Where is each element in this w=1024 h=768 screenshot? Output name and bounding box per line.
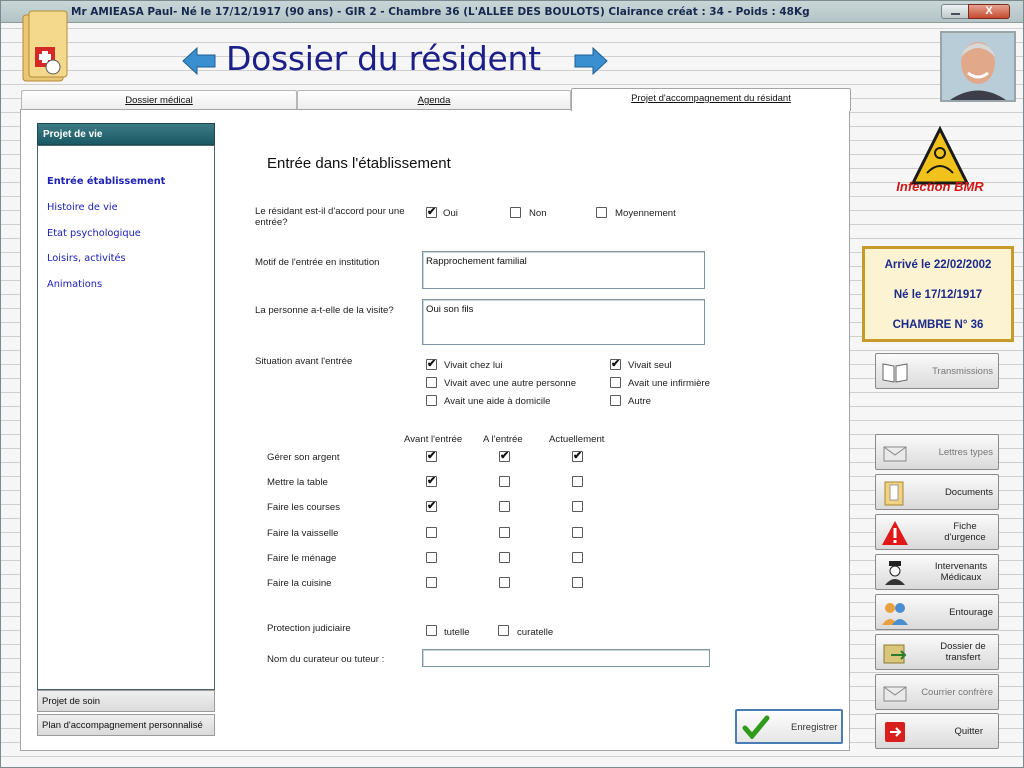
resident-photo	[940, 31, 1016, 102]
mail-icon	[881, 679, 909, 707]
tutelle-checkbox[interactable]	[426, 625, 437, 636]
dossier-transfert-button[interactable]	[875, 634, 999, 670]
people-icon	[881, 599, 909, 627]
autonomy-checkbox[interactable]	[572, 552, 583, 563]
sidebar-section-plan-accompagnement[interactable]: Plan d'accompagnement personnalisé	[37, 714, 215, 736]
autonomy-checkbox[interactable]	[572, 501, 583, 512]
documents-button-label: Documents	[944, 486, 993, 498]
arrival-date: Arrivé le 22/02/2002	[884, 259, 992, 271]
documents-button[interactable]	[875, 474, 999, 510]
situation-autre-personne-checkbox[interactable]	[426, 377, 437, 388]
autonomy-checkbox[interactable]	[426, 552, 437, 563]
fiche-urgence-button[interactable]	[875, 514, 999, 550]
curatelle-checkbox[interactable]	[498, 625, 509, 636]
tutelle-label: tutelle	[444, 627, 470, 638]
autonomy-column-header: Actuellement	[549, 434, 605, 445]
autonomy-row-label: Mettre la table	[267, 477, 328, 488]
next-arrow-icon[interactable]	[573, 45, 609, 77]
title-bar	[1, 1, 1023, 23]
curatelle-label: curatelle	[517, 627, 554, 638]
book-icon	[881, 358, 909, 386]
autonomy-checkbox[interactable]	[426, 501, 437, 512]
visite-label: La personne a-t-elle de la visite?	[255, 305, 394, 316]
autonomy-row-label: Faire le ménage	[267, 553, 337, 564]
situation-aide-domicile-label: Avait une aide à domicile	[444, 396, 551, 407]
folder-icon	[881, 479, 909, 507]
window-title: Mr AMIEASA Paul- Né le 17/12/1917 (90 ans) - GIR 2 - Chambre 36 (L'ALLEE DES BOULOTS) Clairance créat : 34 - Poids : 48Kg	[71, 6, 810, 18]
close-button[interactable]: X	[968, 4, 1010, 19]
autonomy-checkbox[interactable]	[499, 451, 510, 462]
courrier-confrere-button-label: Courrier confrère	[921, 686, 993, 698]
autonomy-checkbox[interactable]	[499, 552, 510, 563]
situation-seul-label: Vivait seul	[628, 360, 672, 371]
warning-icon	[881, 519, 909, 547]
exit-icon	[881, 718, 909, 746]
situation-aide-domicile-checkbox[interactable]	[426, 395, 437, 406]
autonomy-row-label: Gérer son argent	[267, 452, 340, 463]
resident-portrait-icon	[942, 33, 1014, 100]
autonomy-checkbox[interactable]	[572, 451, 583, 462]
sidebar-header[interactable]: Projet de vie	[37, 123, 215, 145]
quitter-button[interactable]	[875, 713, 999, 749]
infection-alert-label: Infection BMR	[896, 179, 984, 194]
situation-chez-lui-checkbox[interactable]	[426, 359, 437, 370]
lettres-types-button[interactable]	[875, 434, 999, 470]
protection-label: Protection judiciaire	[267, 623, 351, 634]
intervenants-medicaux-button[interactable]	[875, 554, 999, 590]
autonomy-checkbox[interactable]	[499, 577, 510, 588]
sidebar-item-etat-psychologique[interactable]: Etat psychologique	[47, 228, 141, 239]
tab-agenda[interactable]: Agenda	[297, 90, 571, 110]
transfer-folder-icon	[881, 639, 909, 667]
dossier-transfert-button-label: Dossier de transfert	[940, 641, 986, 663]
autonomy-checkbox[interactable]	[426, 476, 437, 487]
situation-autre-personne-label: Vivait avec une autre personne	[444, 378, 577, 389]
birth-date: Né le 17/12/1917	[893, 289, 983, 301]
agreement-moyennement-checkbox[interactable]	[596, 207, 607, 218]
autonomy-checkbox[interactable]	[572, 527, 583, 538]
motif-input[interactable]: Rapprochement familial	[422, 251, 705, 289]
agreement-oui-checkbox[interactable]	[426, 207, 437, 218]
sidebar-item-animations[interactable]: Animations	[47, 279, 103, 290]
autonomy-row-label: Faire la vaisselle	[267, 528, 339, 539]
autonomy-checkbox[interactable]	[499, 527, 510, 538]
autonomy-checkbox[interactable]	[426, 451, 437, 462]
room-number: CHAMBRE N° 36	[892, 319, 984, 331]
transmissions-button[interactable]	[875, 353, 999, 389]
autonomy-checkbox[interactable]	[426, 577, 437, 588]
autonomy-checkbox[interactable]	[426, 527, 437, 538]
curateur-input[interactable]	[422, 649, 710, 667]
agreement-non-checkbox[interactable]	[510, 207, 521, 218]
autonomy-checkbox[interactable]	[572, 476, 583, 487]
page-title: Dossier du résident	[226, 39, 541, 78]
save-button-label: Enregistrer	[791, 722, 838, 733]
sidebar-section-projet-de-soin[interactable]: Projet de soin	[37, 690, 215, 712]
autonomy-checkbox[interactable]	[572, 577, 583, 588]
lettres-types-button-label: Lettres types	[938, 446, 993, 458]
agreement-oui-label: Oui	[443, 208, 458, 219]
tab-dossier-medical[interactable]: Dossier médical	[21, 90, 297, 110]
doctor-icon	[881, 559, 909, 587]
autonomy-column-header: Avant l'entrée	[404, 434, 463, 445]
situation-chez-lui-label: Vivait chez lui	[444, 360, 503, 371]
previous-arrow-icon[interactable]	[181, 45, 217, 77]
form-title: Entrée dans l'établissement	[267, 155, 451, 172]
situation-autre-label: Autre	[628, 396, 651, 407]
transmissions-button-label: Transmissions	[932, 365, 993, 377]
situation-autre-checkbox[interactable]	[610, 395, 621, 406]
autonomy-checkbox[interactable]	[499, 476, 510, 487]
autonomy-column-header: A l'entrée	[483, 434, 523, 445]
situation-infirmiere-label: Avait une infirmière	[628, 378, 710, 389]
entourage-button-label: Entourage	[949, 606, 993, 618]
situation-label: Situation avant l'entrée	[255, 356, 353, 367]
agreement-moyennement-label: Moyennement	[615, 208, 676, 219]
agreement-non-label: Non	[529, 208, 547, 219]
visite-input[interactable]: Oui son fils	[422, 299, 705, 345]
sidebar-item-entree-etablissement[interactable]: Entrée établissement	[47, 176, 166, 187]
intervenants-medicaux-button-label: Intervenants Médicaux	[934, 561, 988, 583]
sidebar-item-loisirs-activites[interactable]: Loisirs, activités	[47, 253, 126, 264]
checkmark-icon	[742, 715, 770, 739]
sidebar-item-histoire-de-vie[interactable]: Histoire de vie	[47, 202, 118, 213]
situation-seul-checkbox[interactable]	[610, 359, 621, 370]
autonomy-row-label: Faire la cuisine	[267, 578, 332, 589]
autonomy-checkbox[interactable]	[499, 501, 510, 512]
tab-projet-accompagnement[interactable]: Projet d'accompagnement du résidant	[571, 88, 851, 111]
curateur-label: Nom du curateur ou tuteur :	[267, 654, 385, 665]
motif-label: Motif de l'entrée en institution	[255, 257, 380, 268]
folder-logo-icon	[19, 9, 71, 85]
agreement-label: Le résidant est-il d'accord pour une entrée?	[255, 206, 405, 228]
autonomy-row-label: Faire les courses	[267, 502, 341, 513]
courrier-confrere-button[interactable]	[875, 674, 999, 710]
situation-infirmiere-checkbox[interactable]	[610, 377, 621, 388]
minimize-button[interactable]	[941, 4, 969, 19]
fiche-urgence-button-label: Fiche d'urgence	[944, 521, 986, 543]
quitter-button-label: Quitter	[954, 725, 983, 737]
resident-info-box	[862, 246, 1014, 342]
entourage-button[interactable]	[875, 594, 999, 630]
sidebar-list	[37, 145, 215, 690]
envelope-icon	[881, 439, 909, 467]
save-button[interactable]	[735, 709, 843, 744]
